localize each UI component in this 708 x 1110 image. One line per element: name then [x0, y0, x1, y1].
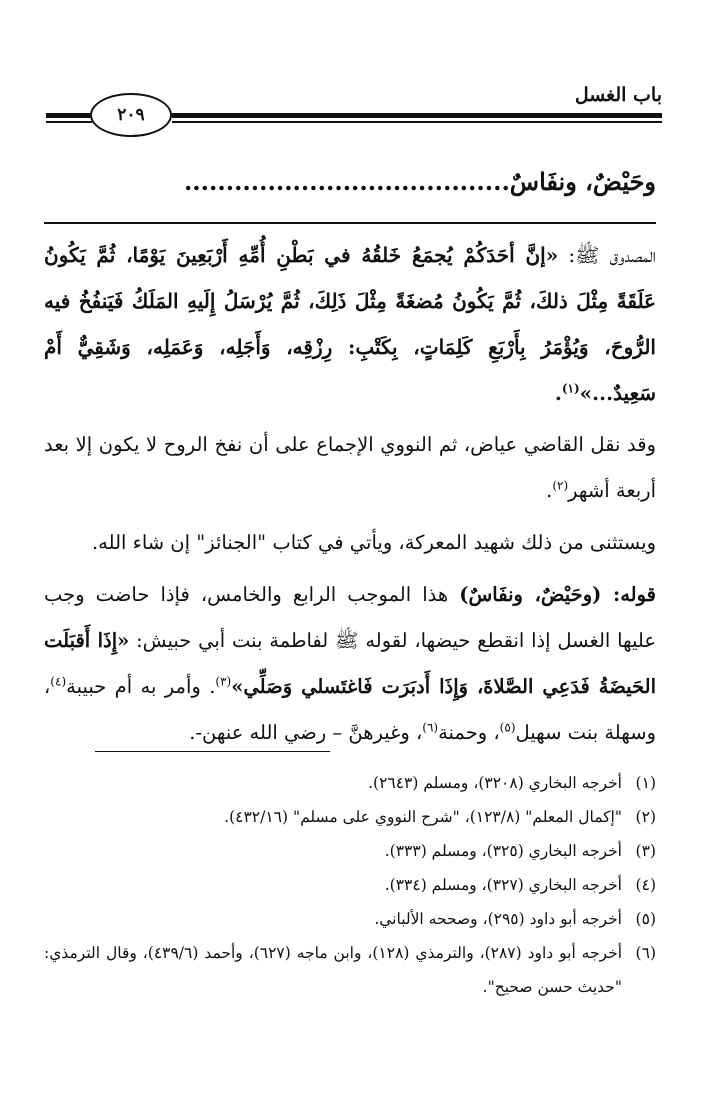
header-rule-left-thin — [46, 121, 92, 123]
heading-divider — [44, 222, 656, 224]
paragraph-text: وقد نقل القاضي عياض، ثم النووي الإجماع على أن نفخ الروح لا يكون إلا بعد أربعة أشهر — [44, 433, 656, 502]
footnote — [44, 766, 656, 800]
footnote-number: (٥) — [635, 910, 656, 928]
quoted-matn: وحَيْضٌ، ونفَاسٌ....................................... — [183, 167, 656, 196]
footnote — [44, 868, 656, 902]
footnote — [44, 800, 656, 834]
page-header — [46, 80, 662, 130]
paragraph-text: هذا الموجب الرابع والخامس، فإذا حاضت وجب عليها الغسل إذا انقطع حيضها، لقوله ﷺ لفاطمة بنت أبي حبيش: — [44, 583, 656, 652]
paragraph-2 — [44, 422, 656, 514]
footnote-ref[interactable]: (١) — [561, 381, 580, 396]
footnote-ref[interactable]: (٤) — [50, 674, 67, 689]
hadith-quote: «إِذَا أَقبَلَت الحَيضَةُ فَدَعِي الصَّلاةَ، وَإِذَا أَدبَرَت فَاغتَسلي وَصَلِّي» — [44, 629, 656, 698]
footnotes — [44, 766, 656, 1004]
hadith-quote: «إنَّ أحَدَكُمْ يُجمَعُ خَلقُهُ في بَطْنِ أُمِّهِ أَرْبَعِينَ يَوْمًا، ثُمَّ يَكُونُ عَلَقَةً مِثْلَ ذلكَ، ثُمَّ يَكُونُ مُضغَةً مِثْلَ ذَلِكَ، ثُمَّ يُرْسَلُ إِلَيهِ المَلَكُ فَيَنفُخُ فيه الرُّوحَ، وَيُؤْمَرُ بِأَرْبَعِ كَلِمَاتٍ، بِكَتْبِ: رِزْقِه، وَأَجَلِه، وَعَمَلِه، وَشَقِيٌّ أَمْ سَعِيدٌ...» — [44, 243, 656, 405]
footnote-text: أخرجه أبو داود (٢٨٧)، والترمذي (١٢٨)، وابن ماجه (٦٢٧)، وأحمد (٤٣٩/٦)، وقال الترمذي: "حديث حسن صحيح". — [44, 944, 622, 996]
paragraph-tail: . — [546, 479, 553, 502]
commentary-body — [44, 232, 656, 762]
footnote-text: أخرجه البخاري (٣٢٥)، ومسلم (٣٣٣). — [384, 842, 622, 860]
footnote-ref[interactable]: (٢) — [552, 478, 569, 493]
header-rule-thin — [172, 121, 662, 123]
paragraph-tail: . — [554, 381, 562, 405]
footnote-divider — [95, 751, 330, 752]
footnote — [44, 936, 656, 1004]
paragraph-3 — [44, 520, 656, 566]
paragraph-4 — [44, 572, 656, 756]
paragraph-text: ، وسهلة بنت سهيل — [44, 675, 656, 744]
paragraph-lead: المصدوق ﷺ: — [558, 243, 656, 267]
paragraph-text: . وأمر به أم حبيبة — [66, 675, 216, 698]
paragraph-text: ، وغيرهنَّ – رضي الله عنهن-. — [189, 721, 423, 744]
paragraph-text: ويستثنى من ذلك شهيد المعركة، ويأتي في كتاب "الجنائز" إن شاء الله. — [91, 531, 656, 554]
footnote-number: (١) — [635, 774, 656, 792]
footnote-number: (٢) — [635, 808, 656, 826]
page-number: ٢٠٩ — [90, 93, 172, 137]
header-rule-thick — [172, 113, 662, 118]
chapter-title: باب الغسل — [574, 84, 662, 106]
footnote-text: أخرجه البخاري (٣٢٧)، ومسلم (٣٣٤). — [384, 876, 622, 894]
footnote-ref[interactable]: (٦) — [422, 720, 439, 735]
paragraph-1 — [44, 232, 656, 416]
matn-keyword: قوله: (وحَيْضٌ، ونفَاسٌ) — [459, 583, 656, 606]
footnote — [44, 902, 656, 936]
footnote-text: أخرجه أبو داود (٢٩٥)، وصححه الألباني. — [374, 910, 622, 928]
paragraph-text: ، وحمنة — [438, 721, 500, 744]
footnote-ref[interactable]: (٥) — [499, 720, 516, 735]
footnote-text: "إكمال المعلم" (١٢٣/٨)، "شرح النووي على مسلم" (٤٣٢/١٦). — [224, 808, 622, 826]
footnote-number: (٤) — [635, 876, 656, 894]
footnote-ref[interactable]: (٣) — [215, 674, 232, 689]
footnote-number: (٦) — [635, 944, 656, 962]
header-rule-left-thick — [46, 113, 92, 118]
footnote-number: (٣) — [635, 842, 656, 860]
footnote — [44, 834, 656, 868]
footnote-text: أخرجه البخاري (٣٢٠٨)، ومسلم (٢٦٤٣). — [368, 774, 622, 792]
